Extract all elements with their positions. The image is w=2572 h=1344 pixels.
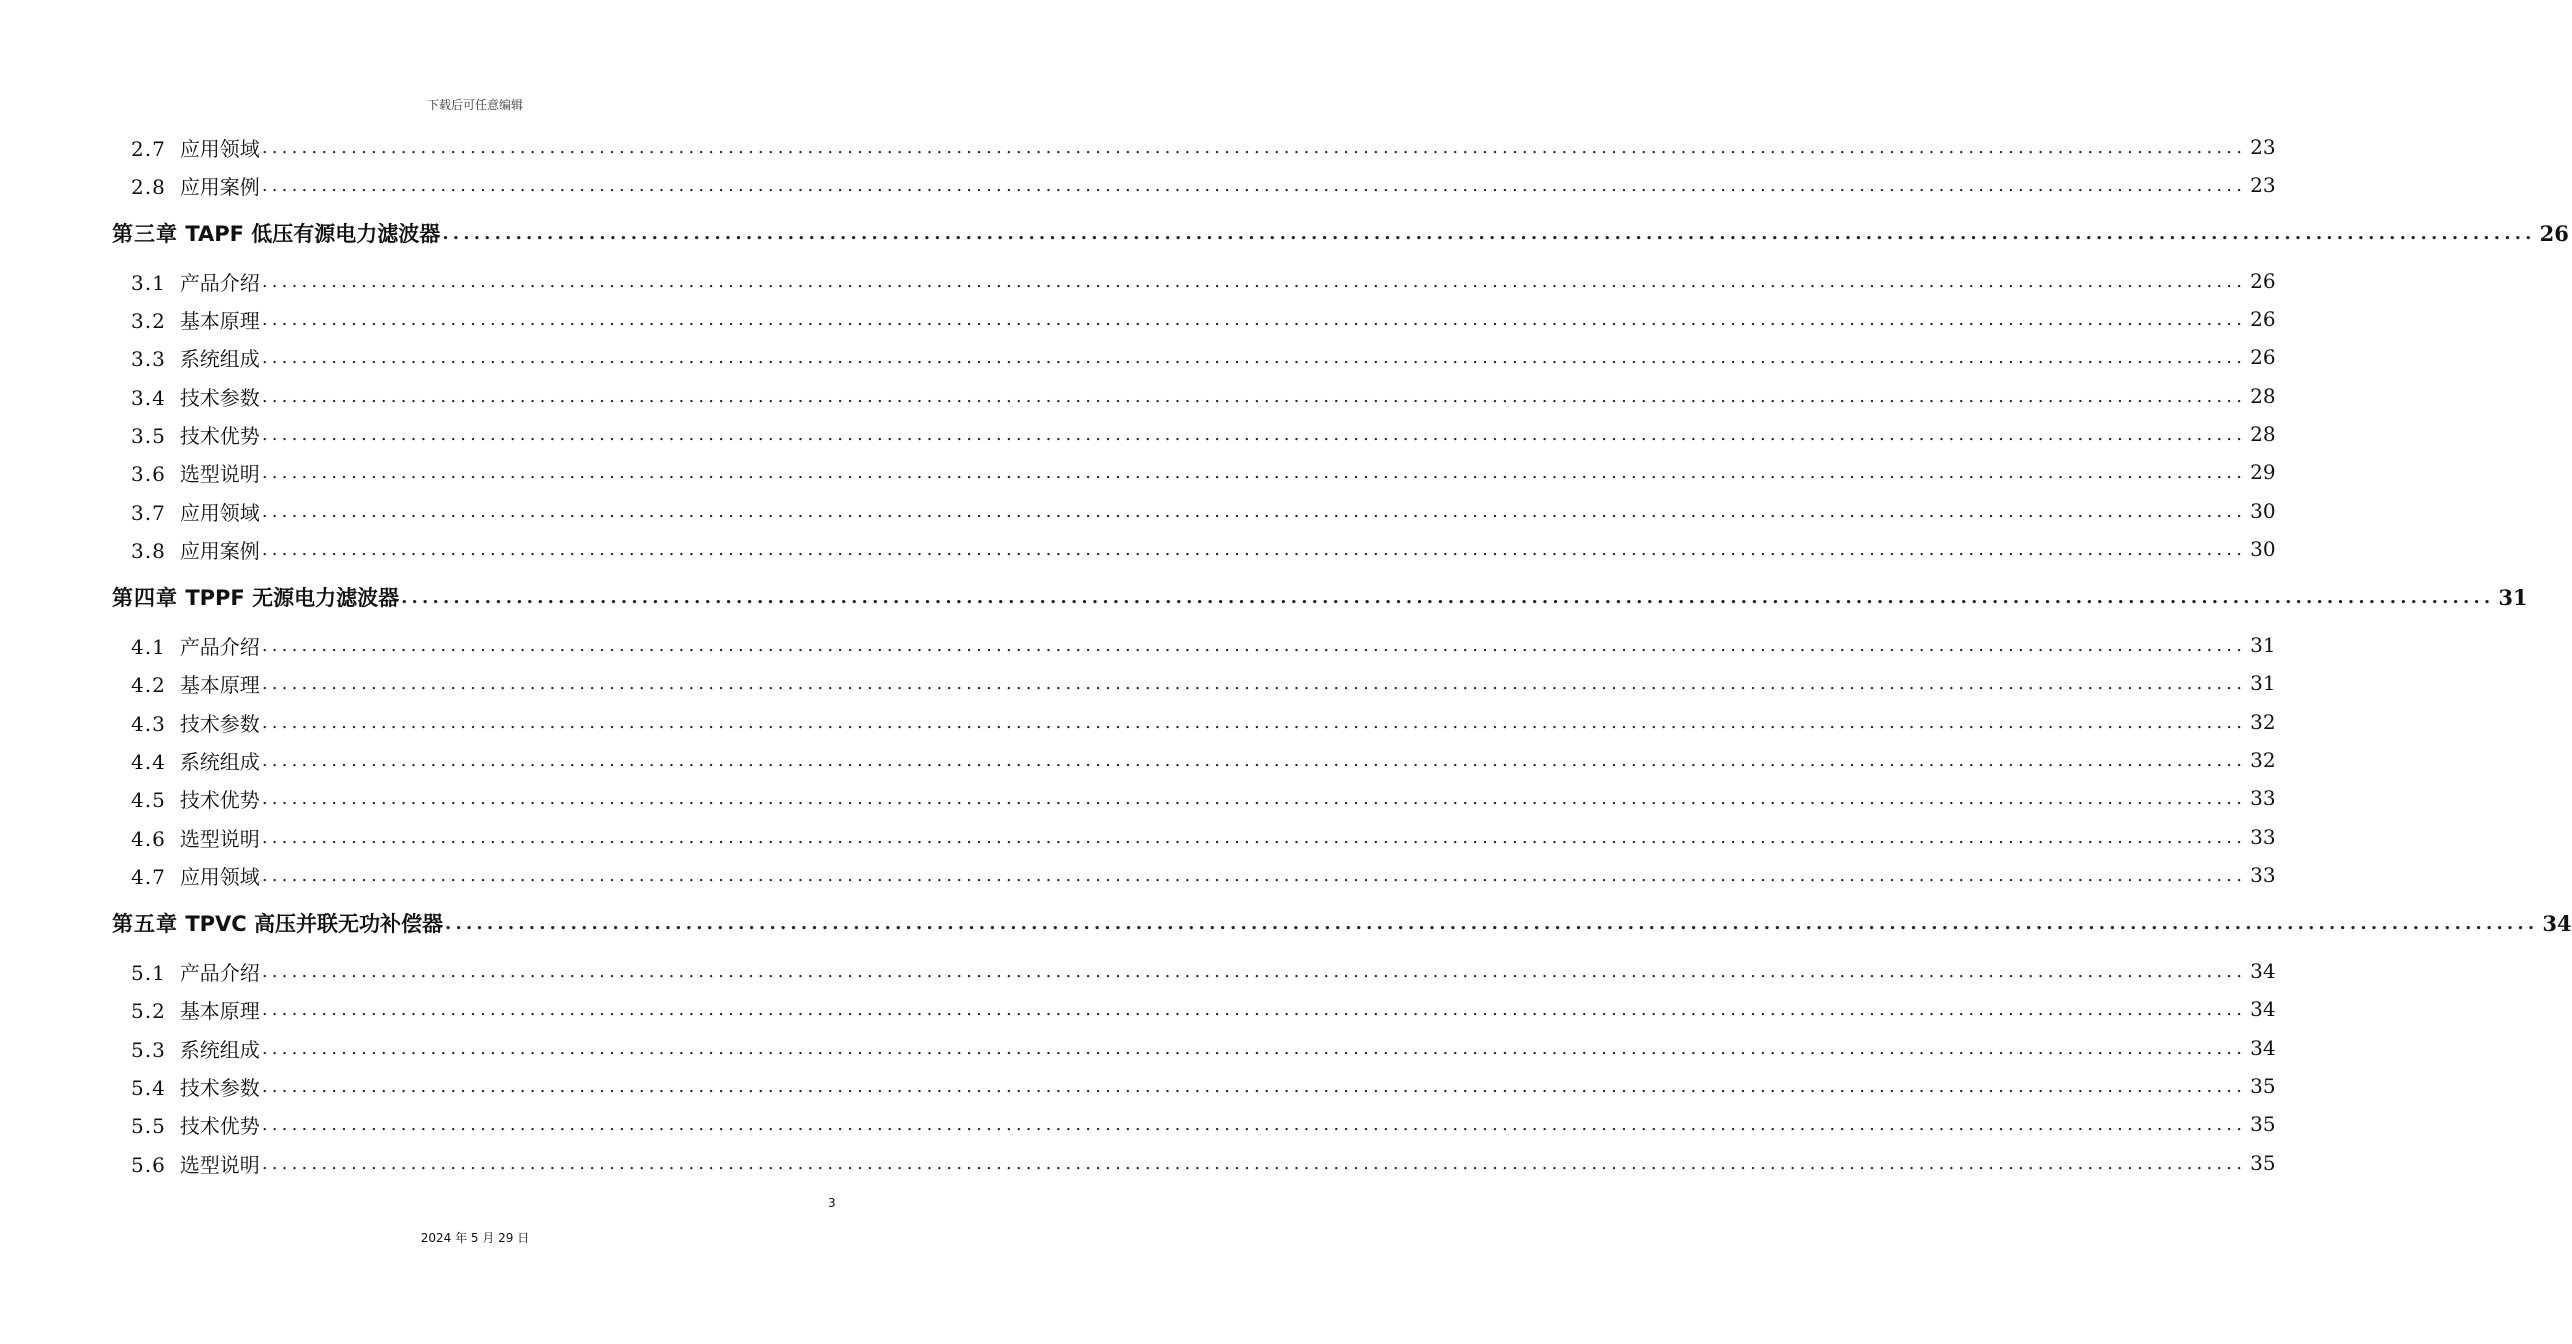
toc-section-entry[interactable] (0, 453, 2276, 491)
toc-entry-page: 26 (2539, 220, 2569, 246)
toc-entry-title: 技术优势 (179, 787, 260, 812)
toc-entry-title: 应用领域 (179, 136, 260, 161)
toc-entry-title: 系统组成 (179, 346, 260, 371)
toc-entry-label (131, 1072, 260, 1101)
toc-entry-label (131, 343, 260, 372)
toc-chapter-entry[interactable] (0, 904, 2572, 942)
toc-entry-page: 23 (2250, 135, 2276, 159)
toc-entry-page: 31 (2250, 671, 2276, 695)
toc-entry-number: 5.3 (131, 1037, 166, 1062)
toc-chapter-entry[interactable] (0, 578, 2528, 616)
toc-entry-page: 26 (2250, 345, 2276, 369)
toc-entry-title: 技术优势 (179, 1113, 260, 1138)
toc-entry-title: 技术参数 (179, 1075, 260, 1100)
toc-dot-leader: ........................................................................................................................................................................................................ (261, 538, 2247, 560)
toc-entry-page: 34 (2250, 959, 2276, 983)
toc-entry-page: 33 (2250, 786, 2276, 810)
toc-entry-number: 4.4 (131, 749, 166, 774)
toc-entry-label (131, 995, 260, 1024)
toc-dot-leader: ........................................................................................................................................................................................................ (261, 787, 2247, 809)
toc-entry-page: 30 (2250, 499, 2276, 523)
toc-entry-number: 5.4 (131, 1075, 166, 1100)
toc-entry-page: 31 (2250, 633, 2276, 657)
toc-entry-page: 28 (2250, 422, 2276, 446)
toc-entry-number: 第三章 (112, 221, 178, 246)
toc-entry-title: TPVC 高压并联无功补偿器 (185, 912, 444, 936)
toc-dot-leader: ........................................................................................................................................................................................................ (261, 136, 2247, 158)
toc-dot-leader: ........................................................................................................................................................................................................ (261, 385, 2247, 407)
toc-entry-number: 3.4 (131, 385, 166, 410)
toc-entry-page: 34 (2542, 910, 2572, 936)
toc-section-entry[interactable] (0, 300, 2276, 338)
toc-section-entry[interactable] (0, 856, 2276, 894)
toc-section-entry[interactable] (0, 166, 2276, 204)
toc-section-entry[interactable] (0, 779, 2276, 817)
toc-entry-title: 技术参数 (179, 711, 260, 736)
toc-entry-page: 28 (2250, 384, 2276, 408)
toc-dot-leader: ........................................................................................................................................................................................................ (261, 960, 2247, 982)
toc-entry-number: 2.8 (131, 174, 166, 199)
toc-entry-title: 产品介绍 (179, 634, 260, 659)
toc-dot-leader: ........................................................................................................................................................................................................ (261, 711, 2247, 733)
toc-dot-leader: ........................................................................................................................................................................................................ (261, 308, 2247, 330)
toc-entry-title: TAPF 低压有源电力滤波器 (185, 222, 441, 246)
toc-dot-leader: ........................................................................................................................................................................................................ (261, 998, 2247, 1020)
toc-entry-page: 31 (2498, 584, 2528, 610)
toc-entry-page: 29 (2250, 460, 2276, 484)
toc-entry-title: TPPF 无源电力滤波器 (185, 586, 400, 610)
toc-entry-number: 4.2 (131, 672, 166, 697)
toc-entry-label (131, 1149, 260, 1178)
toc-entry-page: 32 (2250, 748, 2276, 772)
toc-entry-title: 产品介绍 (179, 960, 260, 985)
toc-entry-number: 3.1 (131, 270, 166, 295)
toc-section-entry[interactable] (0, 415, 2276, 453)
toc-entry-page: 23 (2250, 173, 2276, 197)
toc-entry-page: 35 (2250, 1074, 2276, 1098)
toc-entry-number: 3.3 (131, 346, 166, 371)
toc-entry-label (131, 708, 260, 737)
toc-entry-number: 第四章 (112, 585, 178, 610)
toc-entry-number: 4.3 (131, 711, 166, 736)
toc-section-entry[interactable] (0, 664, 2276, 702)
toc-entry-title: 应用案例 (179, 174, 260, 199)
toc-dot-leader: ........................................................................................................................................................................................................ (401, 586, 2495, 608)
toc-entry-label (131, 133, 260, 162)
toc-dot-leader: ........................................................................................................................................................................................................ (261, 270, 2247, 292)
toc-dot-leader: ........................................................................................................................................................................................................ (261, 1037, 2247, 1059)
toc-entry-label (131, 784, 260, 813)
toc-entry-number: 第五章 (112, 911, 178, 936)
toc-entry-title: 选型说明 (179, 461, 260, 486)
toc-section-entry[interactable] (0, 492, 2276, 530)
toc-entry-page: 33 (2250, 825, 2276, 849)
toc-dot-leader: ........................................................................................................................................................................................................ (261, 672, 2247, 694)
toc-entry-label (112, 218, 440, 248)
toc-entry-title: 选型说明 (179, 826, 260, 851)
toc-section-entry[interactable] (0, 1105, 2276, 1143)
toc-entry-number: 3.2 (131, 308, 166, 333)
toc-entry-number: 4.1 (131, 634, 166, 659)
toc-dot-leader: ........................................................................................................................................................................................................ (445, 912, 2539, 934)
toc-dot-leader: ........................................................................................................................................................................................................ (261, 423, 2247, 445)
toc-section-entry[interactable] (0, 990, 2276, 1028)
toc-dot-leader: ........................................................................................................................................................................................................ (261, 749, 2247, 771)
page-footer-date: 2024 年 5 月 29 日 (420, 1231, 530, 1245)
toc-section-entry[interactable] (0, 818, 2276, 856)
toc-chapter-entry[interactable] (0, 214, 2569, 252)
toc-section-entry[interactable] (0, 1067, 2276, 1105)
toc-section-entry[interactable] (0, 377, 2276, 415)
toc-dot-leader: ........................................................................................................................................................................................................ (261, 346, 2247, 368)
toc-dot-leader: ........................................................................................................................................................................................................ (261, 634, 2247, 656)
toc-section-entry[interactable] (0, 1029, 2276, 1067)
toc-entry-label (112, 582, 399, 612)
toc-entry-title: 基本原理 (179, 308, 260, 333)
toc-entry-label (131, 305, 260, 334)
toc-entry-page: 33 (2250, 863, 2276, 887)
toc-entry-number: 3.7 (131, 500, 166, 525)
toc-dot-leader: ........................................................................................................................................................................................................ (442, 222, 2536, 244)
toc-entry-page: 34 (2250, 997, 2276, 1021)
toc-entry-label (131, 861, 260, 890)
toc-entry-number: 5.6 (131, 1152, 166, 1177)
toc-entry-title: 系统组成 (179, 1037, 260, 1062)
toc-entry-number: 3.5 (131, 423, 166, 448)
toc-entry-number: 4.6 (131, 826, 166, 851)
toc-entry-title: 应用领域 (179, 864, 260, 889)
page-header: 下载后可任意编辑 (426, 98, 523, 112)
toc-entry-number: 4.7 (131, 864, 166, 889)
toc-entry-page: 26 (2250, 269, 2276, 293)
toc-entry-number: 5.2 (131, 998, 166, 1023)
toc-entry-label (131, 267, 260, 296)
toc-dot-leader: ........................................................................................................................................................................................................ (261, 500, 2247, 522)
toc-entry-page: 32 (2250, 710, 2276, 734)
toc-entry-label (112, 908, 443, 938)
toc-entry-label (131, 535, 260, 564)
toc-section-entry[interactable] (0, 741, 2276, 779)
toc-entry-label (131, 1034, 260, 1063)
toc-entry-title: 应用领域 (179, 500, 260, 525)
toc-section-entry[interactable] (0, 530, 2276, 568)
toc-entry-label (131, 420, 260, 449)
toc-entry-label (131, 957, 260, 986)
toc-entry-page: 34 (2250, 1036, 2276, 1060)
toc-entry-number: 4.5 (131, 787, 166, 812)
toc-section-entry[interactable] (0, 262, 2276, 300)
toc-entry-title: 应用案例 (179, 538, 260, 563)
toc-section-entry[interactable] (0, 703, 2276, 741)
toc-dot-leader: ........................................................................................................................................................................................................ (261, 826, 2247, 848)
toc-entry-page: 35 (2250, 1151, 2276, 1175)
toc-entry-label (131, 746, 260, 775)
toc-entry-label (131, 171, 260, 200)
toc-section-entry[interactable] (0, 128, 2276, 166)
toc-entry-title: 产品介绍 (179, 270, 260, 295)
toc-entry-number: 2.7 (131, 136, 166, 161)
toc-dot-leader: ........................................................................................................................................................................................................ (261, 1075, 2247, 1097)
toc-entry-title: 基本原理 (179, 998, 260, 1023)
toc-entry-page: 30 (2250, 537, 2276, 561)
toc-entry-number: 5.5 (131, 1113, 166, 1138)
toc-section-entry[interactable] (0, 1144, 2276, 1182)
toc-dot-leader: ........................................................................................................................................................................................................ (261, 1113, 2247, 1135)
toc-entry-title: 系统组成 (179, 749, 260, 774)
toc-entry-title: 技术优势 (179, 423, 260, 448)
toc-entry-label (131, 823, 260, 852)
toc-dot-leader: ........................................................................................................................................................................................................ (261, 1152, 2247, 1174)
toc-entry-label (131, 631, 260, 660)
toc-entry-page: 35 (2250, 1112, 2276, 1136)
page-number: 3 (828, 1196, 836, 1210)
toc-entry-label (131, 1110, 260, 1139)
toc-entry-label (131, 382, 260, 411)
toc-section-entry[interactable] (0, 952, 2276, 990)
toc-entry-page: 26 (2250, 307, 2276, 331)
toc-entry-number: 5.1 (131, 960, 166, 985)
toc-entry-number: 3.8 (131, 538, 166, 563)
toc-entry-label (131, 458, 260, 487)
toc-entry-title: 选型说明 (179, 1152, 260, 1177)
toc-dot-leader: ........................................................................................................................................................................................................ (261, 174, 2247, 196)
toc-entry-title: 基本原理 (179, 672, 260, 697)
toc-dot-leader: ........................................................................................................................................................................................................ (261, 864, 2247, 886)
toc-entry-label (131, 497, 260, 526)
toc-section-entry[interactable] (0, 626, 2276, 664)
toc-entry-title: 技术参数 (179, 385, 260, 410)
toc-entry-number: 3.6 (131, 461, 166, 486)
toc-section-entry[interactable] (0, 338, 2276, 376)
toc-entry-label (131, 669, 260, 698)
toc-dot-leader: ........................................................................................................................................................................................................ (261, 461, 2247, 483)
